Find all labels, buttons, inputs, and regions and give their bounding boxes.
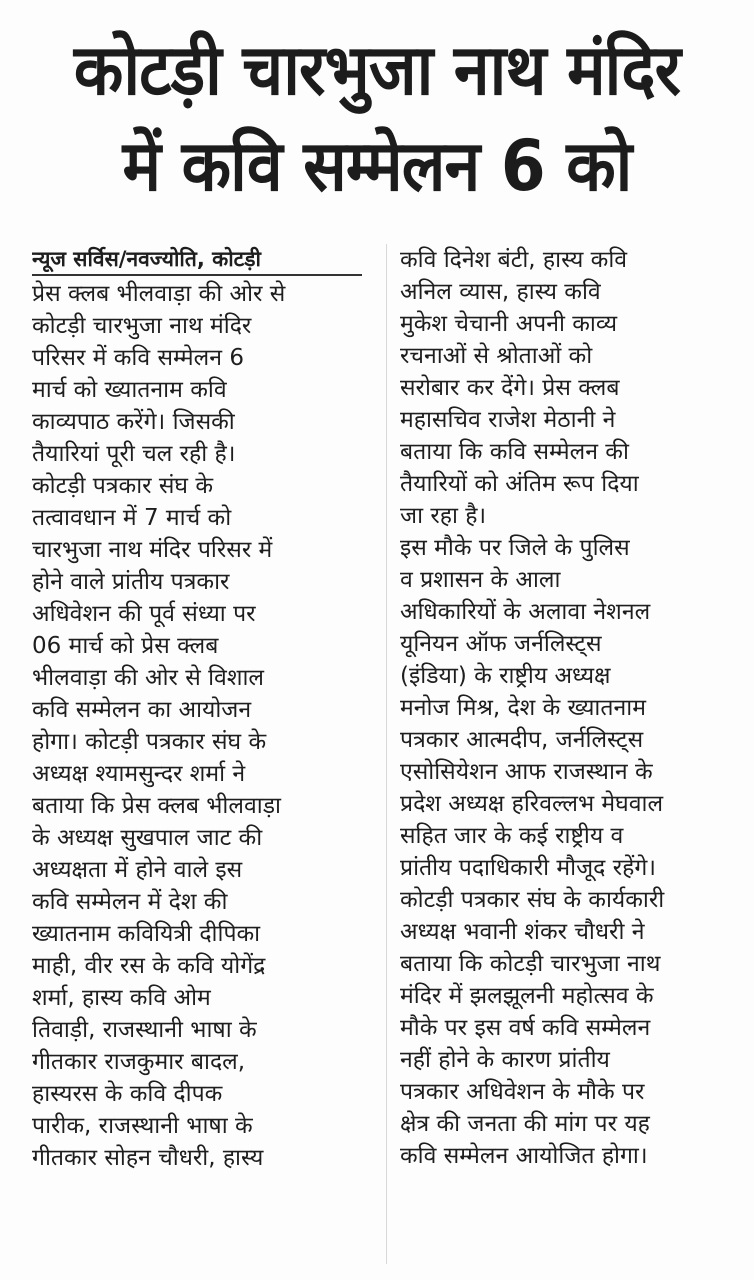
article-column-right <box>400 244 740 1172</box>
headline <box>20 22 734 214</box>
article-text-line: अधिवेशन की पूर्व संध्या पर <box>32 601 256 627</box>
article-text-line: बताया कि कवि सम्मेलन की <box>400 439 629 465</box>
article-text-line: महासचिव राजेश मेठानी ने <box>400 407 616 433</box>
article-text-line: एसोसियेशन आफ राजस्थान के <box>400 759 653 785</box>
article-text-line: प्रांतीय पदाधिकारी मौजूद रहेंगे। <box>400 855 656 881</box>
article-text-line: गीतकार सोहन चौधरी, हास्य <box>32 1145 264 1171</box>
article-text-line: कवि सम्मेलन आयोजित होगा। <box>400 1143 648 1169</box>
article-text-line: यूनियन ऑफ जर्नलिस्ट्स <box>400 631 602 657</box>
article-text-line: तैयारियों को अंतिम रूप दिया <box>400 471 639 497</box>
article-text-line: तिवाड़ी, राजस्थानी भाषा के <box>32 1017 257 1043</box>
column-divider <box>386 244 387 1264</box>
article-text-line: प्रदेश अध्यक्ष हरिवल्लभ मेघवाल <box>400 791 664 817</box>
article-text-line: 06 मार्च को प्रेस क्लब <box>32 633 219 659</box>
article-text-line: तैयारियां पूरी चल रही है। <box>32 441 236 467</box>
article-text-line: सहित जार के कई राष्ट्रीय व <box>400 823 624 849</box>
article-text-line: कोटड़ी पत्रकार संघ के कार्यकारी <box>400 887 665 913</box>
headline-line-2: में कवि सम्मेलन 6 को <box>122 125 632 207</box>
article-text-line: कोटड़ी चारभुजा नाथ मंदिर <box>32 313 252 339</box>
article-text-line: ख्यातनाम कवियित्री दीपिका <box>32 921 261 947</box>
article-text-line: पत्रकार अधिवेशन के मौके पर <box>400 1079 645 1105</box>
article-text-line: माही, वीर रस के कवि योगेंद्र <box>32 953 266 979</box>
article-text-line: व प्रशासन के आला <box>400 567 561 593</box>
article-text-line: चारभुजा नाथ मंदिर परिसर में <box>32 537 273 563</box>
article-text-line: पारीक, राजस्थानी भाषा के <box>32 1113 253 1139</box>
left-column-text <box>32 278 372 1174</box>
article-text-line: शर्मा, हास्य कवि ओम <box>32 985 211 1011</box>
article-text-line: क्षेत्र की जनता की मांग पर यह <box>400 1111 650 1137</box>
article-text-line: होगा। कोटड़ी पत्रकार संघ के <box>32 729 267 755</box>
article-text-line: मार्च को ख्यातनाम कवि <box>32 377 227 403</box>
article-text-line: मौके पर इस वर्ष कवि सम्मेलन <box>400 1015 651 1041</box>
dateline: न्यूज सर्विस/नवज्योति, कोटड़ी <box>32 244 362 276</box>
article-text-line: अध्यक्षता में होने वाले इस <box>32 857 243 883</box>
article-text-line: परिसर में कवि सम्मेलन 6 <box>32 345 244 371</box>
article-text-line: के अध्यक्ष सुखपाल जाट की <box>32 825 263 851</box>
article-text-line: भीलवाड़ा की ओर से विशाल <box>32 665 265 691</box>
article-text-line: होने वाले प्रांतीय पत्रकार <box>32 569 230 595</box>
article-text-line: नहीं होने के कारण प्रांतीय <box>400 1047 610 1073</box>
article-text-line: हास्यरस के कवि दीपक <box>32 1081 223 1107</box>
article-text-line: मुकेश चेचानी अपनी काव्य <box>400 311 618 337</box>
article-text-line: अधिकारियों के अलावा नेशनल <box>400 599 651 625</box>
article-text-line: अध्यक्ष भवानी शंकर चौधरी ने <box>400 919 645 945</box>
article-text-line: (इंडिया) के राष्ट्रीय अध्यक्ष <box>400 663 611 689</box>
article-text-line: तत्वावधान में 7 मार्च को <box>32 505 232 531</box>
article-text-line: पत्रकार आत्मदीप, जर्नलिस्ट्स <box>400 727 644 753</box>
article-text-line: इस मौके पर जिले के पुलिस <box>400 535 630 561</box>
article-text-line: बताया कि प्रेस क्लब भीलवाड़ा <box>32 793 281 819</box>
article-text-line: अनिल व्यास, हास्य कवि <box>400 279 601 305</box>
article-text-line: बताया कि कोटड़ी चारभुजा नाथ <box>400 951 661 977</box>
article-text-line: अध्यक्ष श्यामसुन्दर शर्मा ने <box>32 761 246 787</box>
article-column-left <box>32 244 372 1174</box>
article-text-line: रचनाओं से श्रोताओं को <box>400 343 593 369</box>
article-text-line: प्रेस क्लब भीलवाड़ा की ओर से <box>32 281 286 307</box>
article-text-line: जा रहा है। <box>400 503 487 529</box>
right-column-text <box>400 244 740 1172</box>
article-text-line: मनोज मिश्र, देश के ख्यातनाम <box>400 695 646 721</box>
article-text-line: काव्यपाठ करेंगे। जिसकी <box>32 409 235 435</box>
article-text-line: कोटड़ी पत्रकार संघ के <box>32 473 214 499</box>
article-text-line: मंदिर में झलझूलनी महोत्सव के <box>400 983 654 1009</box>
headline-line-1: कोटड़ी चारभुजा नाथ मंदिर <box>73 29 681 111</box>
article-text-line: गीतकार राजकुमार बादल, <box>32 1049 246 1075</box>
article-text-line: कवि सम्मेलन में देश की <box>32 889 228 915</box>
article-text-line: कवि सम्मेलन का आयोजन <box>32 697 252 723</box>
article-text-line: सरोबार कर देंगे। प्रेस क्लब <box>400 375 620 401</box>
article-text-line: कवि दिनेश बंटी, हास्य कवि <box>400 247 628 273</box>
